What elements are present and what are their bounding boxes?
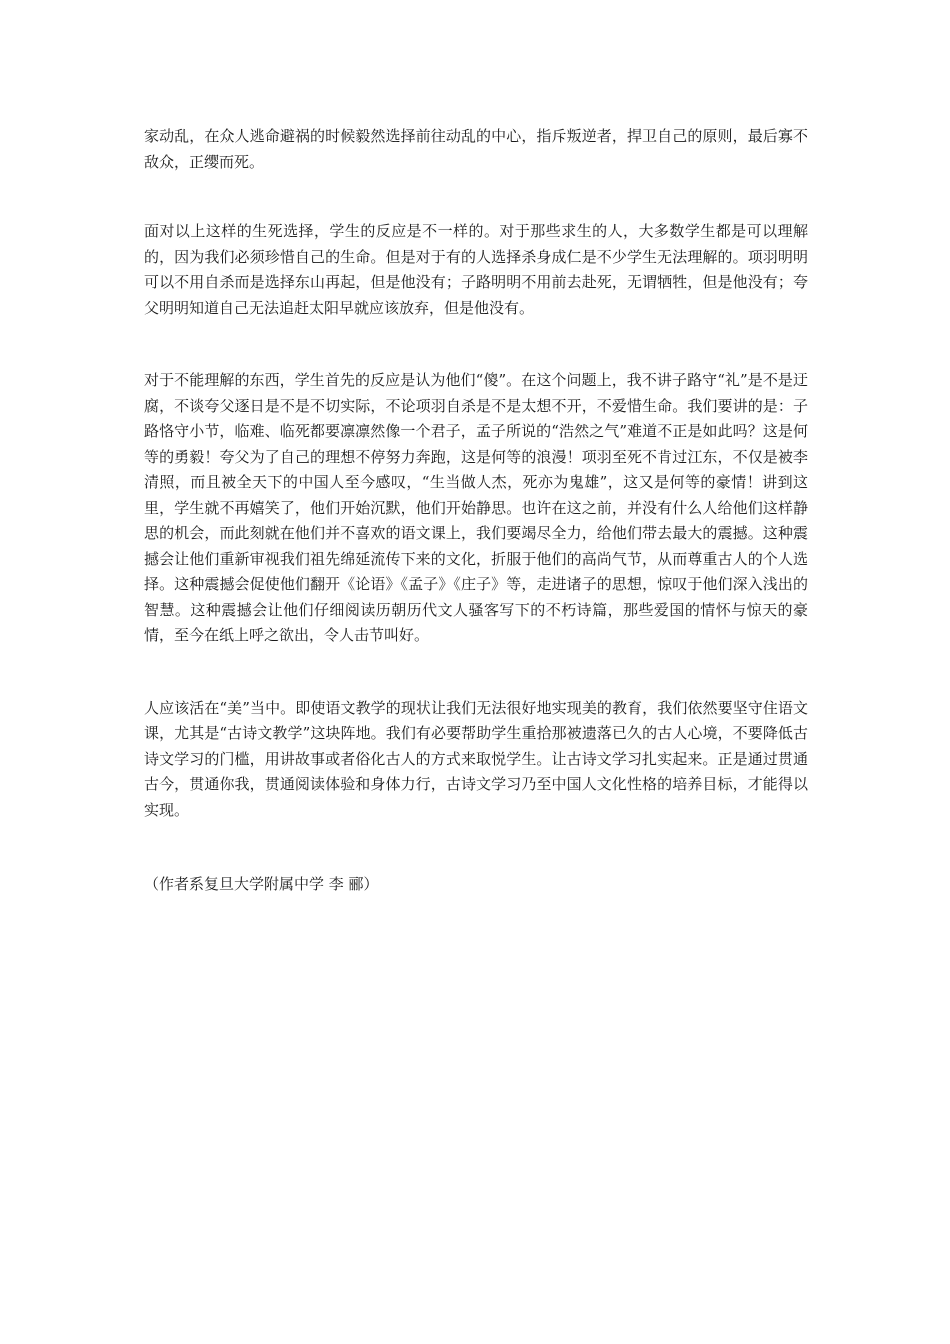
paragraph-2: 面对以上这样的生死选择，学生的反应是不一样的。对于那些求生的人，大多数学生都是可以理解的，因为我们必须珍惜自己的生命。但是对于有的人选择杀身成仁是不少学生无法理解的。项羽明明可以不用自杀而是选择东山再起，但是他没有；子路明明不用前去赴死，无谓牺牲，但是他没有；夸父明明知道自己无法追赶太阳早就应该放弃，但是他没有。 [144, 222, 808, 317]
paragraph-3: 对于不能理解的东西，学生首先的反应是认为他们“傻”。在这个问题上，我不讲子路守“礼”是不是迂腐，不谈夸父逐日是不是不切实际，不论项羽自杀是不是太想不开，不爱惜生命。我们要讲的是：子路恪守小节，临难、临死都要凛凛然像一个君子，孟子所说的“浩然之气”难道不正是如此吗？这是何等的勇毅！夸父为了自己的理想不停努力奔跑，这是何等的浪漫！项羽至死不肯过江东，不仅是被李清照，而且被全天下的中国人至今感叹，“生当做人杰，死亦为鬼雄”，这又是何等的豪情！讲到这里，学生就不再嬉笑了，他们开始沉默，他们开始静思。也许在这之前，并没有什么人给他们这样静思的机会，而此刻就在他们并不喜欢的语文课上，我们要竭尽全力，给他们带去最大的震撼。这种震撼会让他们重新审视我们祖先绵延流传下来的文化，折服于他们的高尚气节，从而尊重古人的个人选择。这种震撼会促使他们翻开《论语》《孟子》《庄子》等，走进诸子的思想，惊叹于他们深入浅出的智慧。这种震撼会让他们仔细阅读历朝历代文人骚客写下的不朽诗篇，那些爱国的情怀与惊天的豪情，至今在纸上呼之欲出，令人击节叫好。 [144, 371, 808, 644]
author-byline: （作者系复旦大学附属中学 李 郦） [144, 875, 379, 893]
paragraph-1: 家动乱，在众人逃命避祸的时候毅然选择前往动乱的中心，指斥叛逆者，捍卫自己的原则，最后寡不敌众，正缨而死。 [144, 127, 808, 171]
paragraph-4: 人应该活在“美”当中。即使语文教学的现状让我们无法很好地实现美的教育，我们依然要坚守住语文课，尤其是“古诗文教学”这块阵地。我们有必要帮助学生重拾那被遗落已久的古人心境，不要降低古诗文学习的门槛，用讲故事或者俗化古人的方式来取悦学生。让古诗文学习扎实起来。正是通过贯通古今，贯通你我，贯通阅读体验和身体力行，古诗文学习乃至中国人文化性格的培养目标，才能得以实现。 [144, 698, 808, 819]
article-body [144, 124, 808, 898]
